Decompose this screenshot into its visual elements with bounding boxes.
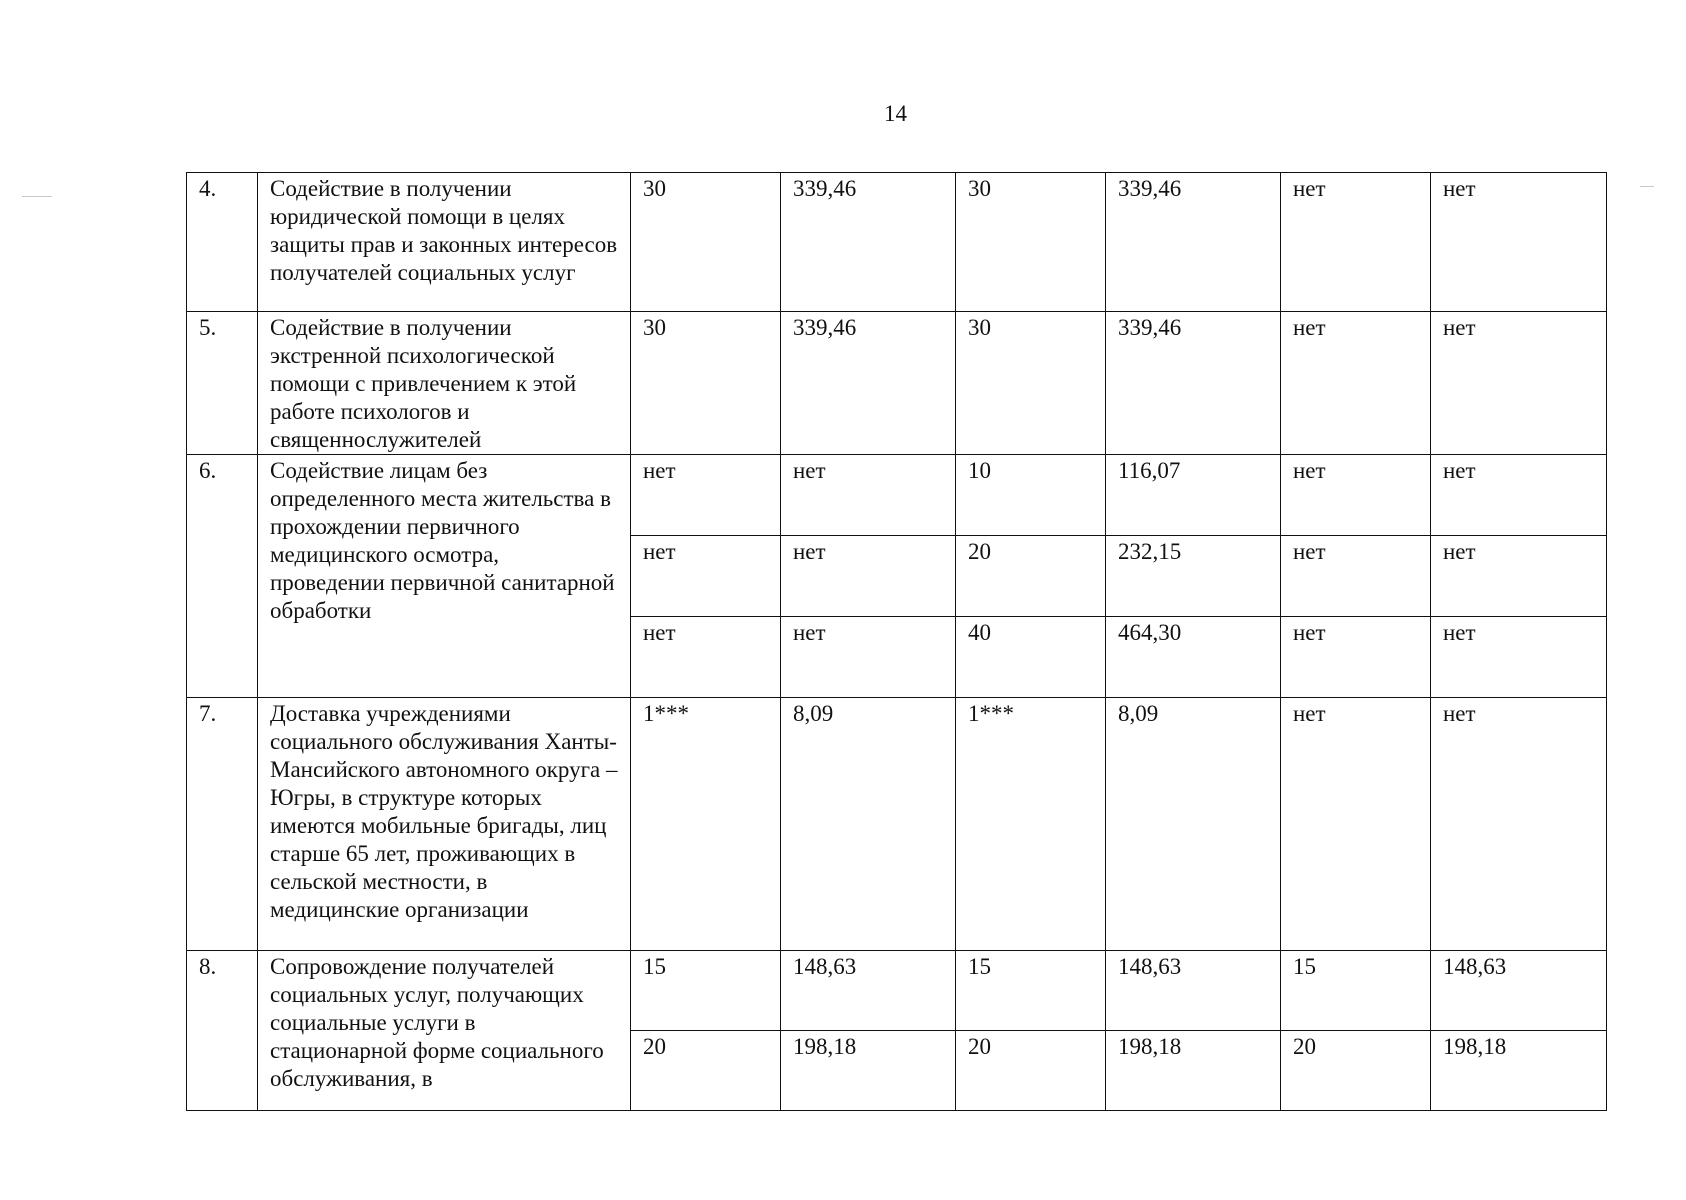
row-number: 5. <box>187 312 258 455</box>
table-cell: 15 <box>1281 951 1431 1031</box>
table-cell: нет <box>1431 312 1607 455</box>
table-cell: 116,07 <box>1106 455 1281 536</box>
service-description: Содействие в получении экстренной психологической помощи с привлечением к этой работе психологов и священнослужителей <box>258 312 631 455</box>
table-cell: нет <box>631 536 781 617</box>
service-description: Сопровождение получателей социальных услуг, получающих социальные услуги в стационарной форме социального обслуживания, в <box>258 951 631 1111</box>
table-cell: 10 <box>956 455 1106 536</box>
scan-margin-mark <box>22 196 52 197</box>
service-description: Содействие лицам без определенного места жительства в прохождении первичного медицинского осмотра, проведении первичной санитарной обработки <box>258 455 631 698</box>
service-description: Доставка учреждениями социального обслуживания Ханты-Мансийского автономного округа – Югры, в структуре которых имеются мобильные бригады, лиц старше 65 лет, проживающих в сельской местности, в медицинские организации <box>258 698 631 951</box>
table-cell: 30 <box>956 173 1106 312</box>
table-body <box>187 173 1607 1111</box>
table-cell: нет <box>1431 617 1607 698</box>
table-cell: 30 <box>631 312 781 455</box>
table-cell: 198,18 <box>1431 1031 1607 1111</box>
row-number: 4. <box>187 173 258 312</box>
table-cell: 198,18 <box>1106 1031 1281 1111</box>
table-cell: 40 <box>956 617 1106 698</box>
table-cell: нет <box>781 617 956 698</box>
table-cell: 232,15 <box>1106 536 1281 617</box>
table-cell: нет <box>1431 173 1607 312</box>
page-number: 14 <box>884 101 907 126</box>
table-cell: нет <box>1281 536 1431 617</box>
table-cell: 20 <box>956 1031 1106 1111</box>
page-header <box>0 0 1686 140</box>
row-number: 6. <box>187 455 258 698</box>
table-row <box>187 312 1607 455</box>
table-cell: 15 <box>956 951 1106 1031</box>
service-description: Содействие в получении юридической помощи в целях защиты прав и законных интересов получателей социальных услуг <box>258 173 631 312</box>
table-cell: нет <box>781 536 956 617</box>
table-cell: 339,46 <box>1106 173 1281 312</box>
table-cell: нет <box>1431 455 1607 536</box>
table-cell: нет <box>631 455 781 536</box>
services-table <box>186 172 1607 1111</box>
table-cell: нет <box>1281 173 1431 312</box>
table-cell: 30 <box>956 312 1106 455</box>
table-cell: 148,63 <box>781 951 956 1031</box>
table-cell: нет <box>1281 312 1431 455</box>
table-row <box>187 698 1607 951</box>
table-cell: нет <box>631 617 781 698</box>
table-cell: нет <box>1281 698 1431 951</box>
table-cell: 20 <box>1281 1031 1431 1111</box>
table-row <box>187 951 1607 1031</box>
table-cell: нет <box>1431 536 1607 617</box>
table-cell: 464,30 <box>1106 617 1281 698</box>
table-cell: 148,63 <box>1431 951 1607 1031</box>
table-cell: 20 <box>956 536 1106 617</box>
table-row <box>187 455 1607 536</box>
table-cell: 198,18 <box>781 1031 956 1111</box>
table-cell: нет <box>1431 698 1607 951</box>
table-cell: 8,09 <box>781 698 956 951</box>
table-row <box>187 173 1607 312</box>
row-number: 7. <box>187 698 258 951</box>
table-cell: 148,63 <box>1106 951 1281 1031</box>
table-cell: нет <box>1281 455 1431 536</box>
table-cell: 15 <box>631 951 781 1031</box>
table-cell: 1*** <box>956 698 1106 951</box>
row-number: 8. <box>187 951 258 1111</box>
table-cell: 30 <box>631 173 781 312</box>
table-cell: 20 <box>631 1031 781 1111</box>
table-cell: 339,46 <box>1106 312 1281 455</box>
table-cell: 8,09 <box>1106 698 1281 951</box>
table-cell: 339,46 <box>781 173 956 312</box>
table-cell: нет <box>781 455 956 536</box>
table-cell: 339,46 <box>781 312 956 455</box>
scan-corner-mark <box>1640 186 1654 187</box>
table-cell: 1*** <box>631 698 781 951</box>
table-cell: нет <box>1281 617 1431 698</box>
